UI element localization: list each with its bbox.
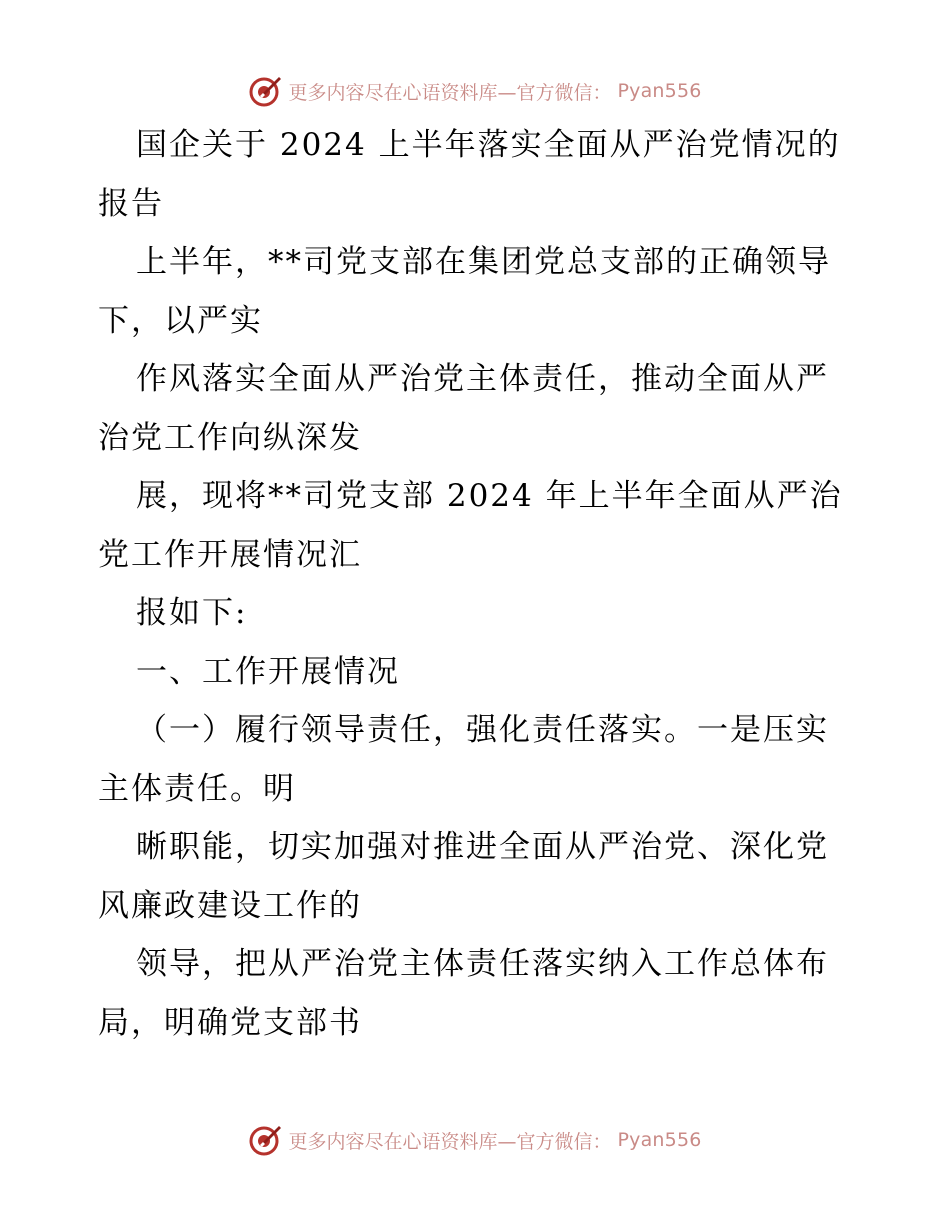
paragraph-line: 局，明确党支部书 (98, 1004, 362, 1041)
watermark-text: 更多内容尽在心语资料库—官方微信： (288, 1130, 612, 1153)
paragraph-line: 风廉政建设工作的 (98, 887, 362, 924)
paragraph-line: 晰职能，切实加强对推进全面从严治党、深化党 (136, 829, 829, 865)
paragraph-line: 作风落实全面从严治党主体责任，推动全面从严 (136, 361, 829, 397)
paragraph-line: 治党工作向纵深发 (98, 419, 362, 456)
title-line-2: 报告 (98, 185, 164, 222)
header-watermark (0, 71, 950, 111)
paragraph-line: 主体责任。明 (98, 770, 296, 807)
paragraph-line: 下，以严实 (98, 302, 263, 339)
quill-seal-icon (248, 74, 282, 108)
paragraph-line: 上半年，**司党支部在集团党总支部的正确领导 (136, 244, 831, 280)
section-heading: 一、工作开展情况 (136, 653, 400, 690)
document-body (98, 116, 850, 1052)
paragraph-line: 展，现将**司党支部 2024 年上半年全面从严治 (136, 478, 843, 514)
subsection-line: （一）履行领导责任，强化责任落实。一是压实 (136, 712, 829, 748)
watermark-wechat-id: Pyan556 (617, 80, 702, 102)
footer-watermark (0, 1120, 950, 1160)
paragraph-line: 报如下: (136, 595, 248, 631)
title-line-1: 国企关于 2024 上半年落实全面从严治党情况的 (136, 127, 841, 163)
paragraph-line: 党工作开展情况汇 (98, 536, 362, 573)
watermark-wechat-id: Pyan556 (617, 1129, 702, 1151)
watermark-text: 更多内容尽在心语资料库—官方微信： (288, 81, 612, 104)
paragraph-line: 领导，把从严治党主体责任落实纳入工作总体布 (136, 946, 829, 982)
quill-seal-icon (248, 1123, 282, 1157)
